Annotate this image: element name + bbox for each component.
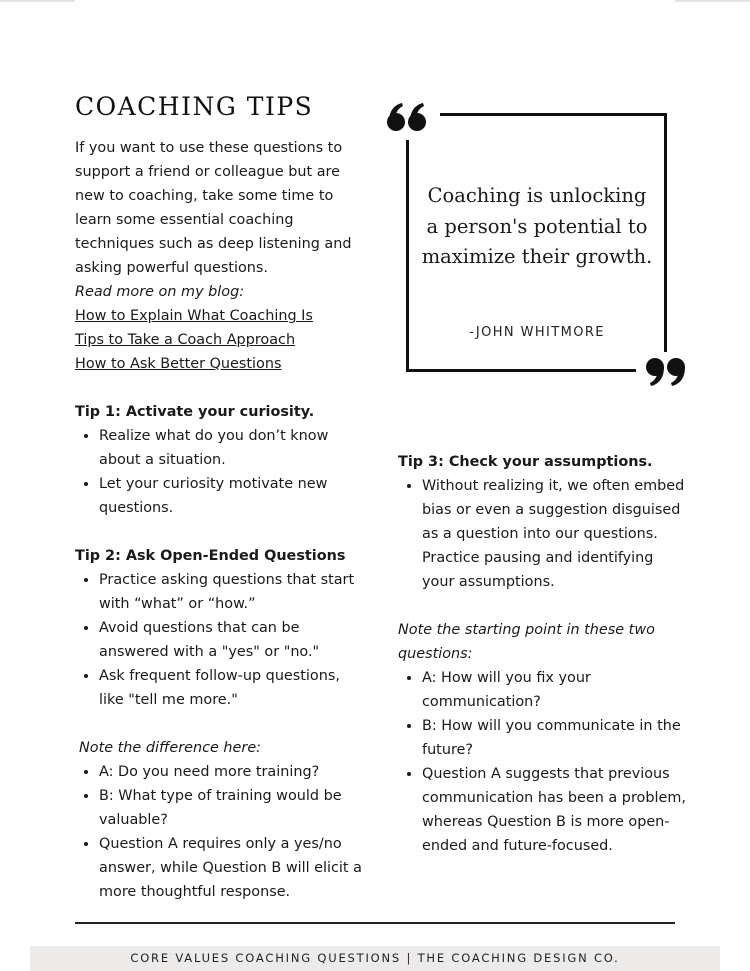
right-column: [398, 450, 688, 858]
list-item: • Realize what do you don’t know about a situation.: [99, 424, 365, 472]
tip3-heading: Tip 3: Check your assumptions.: [398, 454, 653, 470]
list-item: • Let your curiosity motivate new questions.: [99, 472, 365, 520]
list-item: • Practice asking questions that start with “what” or “how.”: [99, 568, 365, 616]
list-item: • A: How will you fix your communication?: [422, 666, 688, 714]
page-title: COACHING TIPS: [75, 92, 314, 121]
note1-list: [75, 760, 365, 904]
list-item: • Without realizing it, we often embed bias or even a suggestion disguised as a question into our questions. Practice pausing and identifying your assumptions.: [422, 474, 688, 594]
list-item: • Ask frequent follow-up questions, like "tell me more.": [99, 664, 365, 712]
blog-link-better-questions[interactable]: How to Ask Better Questions: [75, 356, 282, 372]
blog-link-coach-approach[interactable]: Tips to Take a Coach Approach: [75, 332, 296, 348]
tip1-heading: Tip 1: Activate your curiosity.: [75, 404, 315, 420]
note2-list: [398, 666, 688, 858]
intro-paragraph: If you want to use these questions to support a friend or colleague but are new to coaching, take some time to learn some essential coaching techniques such as deep listening and asking powerful questions.: [75, 140, 352, 276]
left-column: [75, 136, 365, 904]
close-quote-icon: [644, 356, 686, 388]
quote-text: Coaching is unlocking a person's potential to maximize their growth.: [421, 184, 653, 268]
list-item: • B: How will you communicate in the future?: [422, 714, 688, 762]
note1-label: Note the difference here:: [79, 740, 262, 756]
blog-label: Read more on my blog:: [75, 284, 245, 300]
page-edge-left: [0, 0, 75, 2]
list-item: • B: What type of training would be valuable?: [99, 784, 365, 832]
open-quote-icon: [386, 101, 428, 133]
list-item: • Avoid questions that can be answered with a "yes" or "no.": [99, 616, 365, 664]
footer-bar: CORE VALUES COACHING QUESTIONS | THE COACHING DESIGN CO.: [30, 946, 720, 971]
list-item: • Question A suggests that previous communication has been a problem, whereas Question B is more open-ended and future-focused.: [422, 762, 688, 858]
tip2-list: [75, 568, 365, 712]
note2-label: Note the starting point in these two questions:: [398, 622, 655, 662]
tip2-heading: Tip 2: Ask Open-Ended Questions: [75, 548, 346, 564]
footer-divider: [75, 922, 675, 924]
tip1-list: [75, 424, 365, 520]
tip3-list: [398, 474, 688, 594]
blog-link-explain-coaching[interactable]: How to Explain What Coaching Is: [75, 308, 313, 324]
page-edge-right: [675, 0, 750, 2]
list-item: • Question A requires only a yes/no answer, while Question B will elicit a more thoughtful response.: [99, 832, 365, 904]
list-item: • A: Do you need more training?: [99, 760, 365, 784]
quote-author: -JOHN WHITMORE: [469, 325, 605, 340]
